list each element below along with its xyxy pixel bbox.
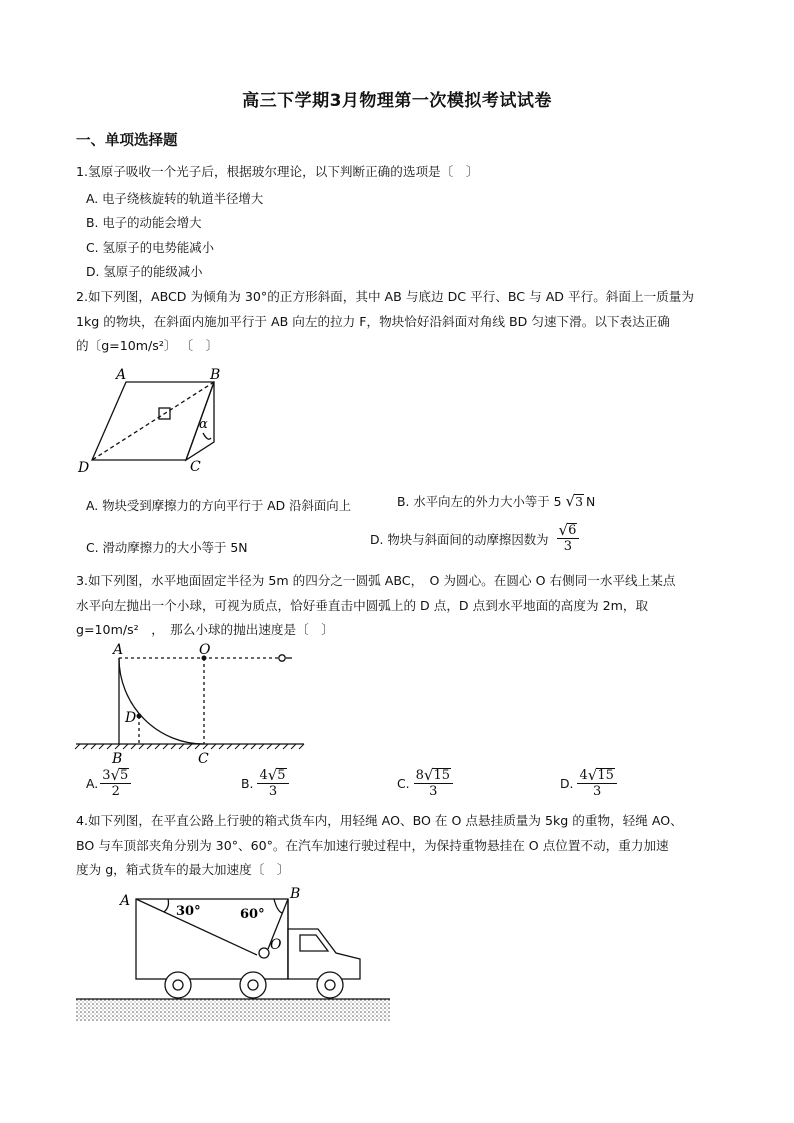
label-c: C (198, 751, 209, 767)
q3-option-c-radicand: 15 (433, 768, 450, 783)
truck-figure (72, 883, 394, 1025)
q2-option-d (370, 523, 579, 554)
angle-arc (203, 433, 211, 439)
label-d: D (78, 460, 90, 474)
question-2-line-2: 1kg 的物块，在斜面内施加平行于 AB 向左的拉力 F，物块恰好沿斜面对角线 BD 匀速下滑。以下表达正确 (76, 314, 670, 329)
q3-option-b-radicand: 5 (277, 768, 286, 783)
q3-option-a-fraction: 3 √ 5 2 (100, 768, 131, 799)
q3-option-c-coef: 8 (415, 768, 424, 783)
label-angle-30: 30° (176, 904, 201, 919)
q2-option-d-text: D. 物块与斜面间的动摩擦因数为 (370, 531, 549, 547)
q3-option-a-coef: 3 (102, 768, 111, 783)
q2-option-b (397, 492, 595, 510)
q3-option-d-denominator: 3 (593, 784, 602, 799)
q1-option-a: A. 电子绕核旋转的轨道半径增大 (86, 191, 264, 206)
label-angle-60: 60° (240, 907, 265, 922)
road-surface (76, 999, 390, 1021)
incline-figure (72, 362, 232, 474)
label-c: C (190, 459, 201, 474)
label-b: B (112, 751, 123, 767)
truck-cab (288, 929, 360, 979)
q2-option-d-numerator: 6 (568, 523, 577, 538)
q3-option-b-denominator: 3 (268, 784, 278, 799)
q1-option-b: B. 电子的动能会增大 (86, 215, 202, 230)
q1-option-d: D. 氢原子的能级减小 (86, 264, 203, 279)
diagonal-bd (92, 382, 214, 460)
section-heading: 一、单项选择题 (76, 133, 178, 149)
q3-option-c-fraction: 8 √ 15 3 (414, 768, 453, 799)
label-o: O (199, 642, 211, 658)
cargo-box (136, 899, 288, 979)
sqrt-symbol: √3 (565, 491, 583, 510)
question-2-line-1: 2.如下列图，ABCD 为倾角为 30°的正方形斜面，其中 AB 与底边 DC 平行、BC 与 AD 平行。斜面上一质量为 (76, 289, 694, 304)
q3-option-d-letter: D. (560, 776, 574, 791)
label-a: A (120, 893, 131, 909)
label-d: D (125, 710, 137, 726)
q3-option-b-fraction: 4 √ 5 3 (257, 768, 288, 799)
label-o: O (270, 937, 282, 953)
question-4-line-3: 度为 g，箱式货车的最大加速度〔 〕 (76, 862, 290, 877)
question-4-line-2: BO 与车顶部夹角分别为 30°、60°。在汽车加速行驶过程中，为保持重物悬挂在 O 点位置不动，重力加速 (76, 838, 669, 853)
q3-option-d-radicand: 15 (597, 768, 614, 783)
q2-option-d-denominator: 3 (563, 539, 573, 554)
label-b: B (210, 367, 221, 383)
q2-option-d-fraction: √ 6 3 (557, 523, 580, 554)
q3-option-a-letter: A. (86, 776, 99, 791)
q2-option-b-unit: N (585, 493, 596, 509)
q1-option-c: C. 氢原子的电势能减小 (86, 240, 215, 255)
point-d-dot (137, 714, 142, 719)
question-3-line-2: 水平向左抛出一个小球，可视为质点，恰好垂直击中圆弧上的 D 点，D 点到水平地面的高度为 2m，取 (76, 598, 649, 613)
question-1-stem: 1.氢原子吸收一个光子后，根据玻尔理论，以下判断正确的选项是〔 〕 (76, 164, 479, 179)
question-3-line-3: g=10m/s² ， 那么小球的抛出速度是〔 〕 (76, 622, 334, 637)
q3-option-a-denominator: 2 (111, 784, 120, 799)
arc-figure (72, 640, 308, 768)
label-a: A (113, 642, 124, 658)
q3-option-a-radicand: 5 (120, 768, 129, 783)
q3-option-b-coef: 4 (259, 768, 268, 783)
q3-option-c-letter: C. (397, 776, 410, 791)
wheel-2-hub (248, 980, 258, 990)
ball (279, 655, 285, 661)
wheel-3-hub (325, 980, 335, 990)
wheel-1-hub (173, 980, 183, 990)
page-title: 高三下学期3月物理第一次模拟考试试卷 (242, 91, 552, 111)
q2-option-c: C. 滑动摩擦力的大小等于 5N (86, 540, 248, 555)
q3-option-c-denominator: 3 (429, 784, 438, 799)
question-3-line-1: 3.如下列图，水平地面固定半径为 5m 的四分之一圆弧 ABC， O 为圆心。在圆心 O 右侧同一水平线上某点 (76, 573, 676, 588)
ground-hatching (75, 744, 304, 749)
q3-option-b-letter: B. (241, 776, 254, 791)
q3-option-d-coef: 4 (579, 768, 588, 783)
q2-option-a: A. 物块受到摩擦力的方向平行于 AD 沿斜面向上 (86, 498, 352, 513)
q2-option-b-radicand: 3 (575, 493, 583, 509)
quarter-arc (119, 658, 204, 744)
q3-option-c (397, 768, 453, 799)
label-b: B (290, 886, 301, 902)
question-4-line-1: 4.如下列图，在平直公路上行驶的箱式货车内，用轻绳 AO、BO 在 O 点悬挂质量为 5kg 的重物，轻绳 AO、 (76, 813, 683, 828)
question-2-line-3: 的〔g=10m/s²〕 〔 〕 (76, 338, 219, 353)
q3-option-a (86, 768, 131, 799)
label-a: A (116, 367, 127, 383)
q3-option-b (241, 768, 289, 799)
q3-option-d-fraction: 4 √ 15 3 (577, 768, 616, 799)
label-alpha: α (199, 417, 208, 432)
q2-option-b-text: B. 水平向左的外力大小等于 5 (397, 494, 562, 509)
q3-option-d (560, 768, 617, 799)
